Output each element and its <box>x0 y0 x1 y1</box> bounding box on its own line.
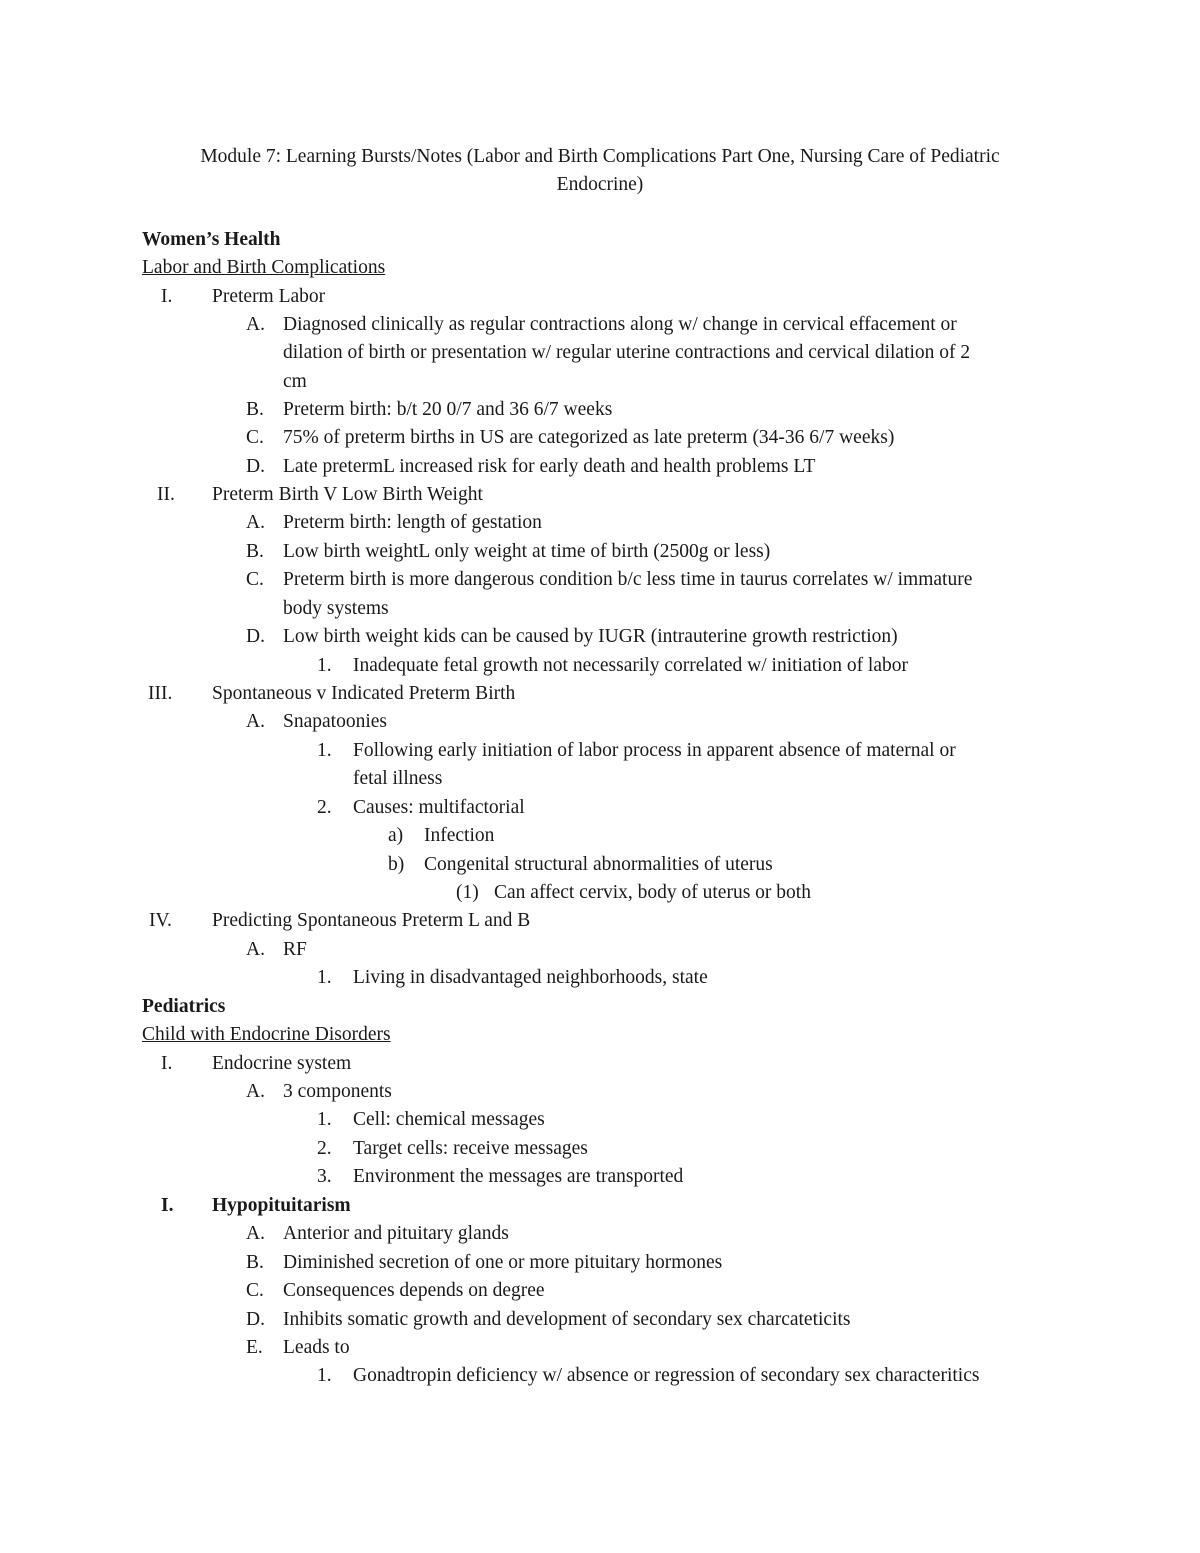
list-marker: I. <box>161 286 173 307</box>
list-marker: E. <box>246 1337 263 1358</box>
outline-item: Preterm birth: b/t 20 0/7 and 36 6/7 weeks <box>283 399 613 420</box>
outline-item: Anterior and pituitary glands <box>283 1223 509 1244</box>
outline-item: Living in disadvantaged neighborhoods, state <box>353 967 708 988</box>
list-marker: C. <box>246 427 264 448</box>
section-heading-womens-health: Women’s Health <box>142 229 281 250</box>
outline-item: Congenital structural abnormalities of uterus <box>424 854 773 875</box>
list-marker: 1. <box>317 1109 332 1130</box>
list-marker: I. <box>161 1053 173 1074</box>
outline-item-continued: cm <box>283 371 307 392</box>
list-marker: B. <box>246 399 264 420</box>
outline-item: Leads to <box>283 1337 350 1358</box>
list-marker: 1. <box>317 1365 332 1386</box>
outline-item: Environment the messages are transported <box>353 1166 684 1187</box>
outline-item: Target cells: receive messages <box>353 1138 588 1159</box>
list-marker: 2. <box>317 1138 332 1159</box>
outline-item: 3 components <box>283 1081 392 1102</box>
outline-item: Low birth weight kids can be caused by IUGR (intrauterine growth restriction) <box>283 626 898 647</box>
list-marker: D. <box>246 626 265 647</box>
outline-item: Predicting Spontaneous Preterm L and B <box>212 910 531 931</box>
outline-item: Infection <box>424 825 495 846</box>
title-line-2: Endocrine) <box>556 174 644 195</box>
list-marker: 1. <box>317 655 332 676</box>
list-marker: A. <box>246 711 265 732</box>
list-marker: B. <box>246 1252 264 1273</box>
outline-item: RF <box>283 939 307 960</box>
list-marker: 1. <box>317 967 332 988</box>
outline-item: Consequences depends on degree <box>283 1280 545 1301</box>
list-marker: III. <box>148 683 173 704</box>
outline-item: Preterm Birth V Low Birth Weight <box>212 484 483 505</box>
list-marker: 3. <box>317 1166 332 1187</box>
list-marker: A. <box>246 939 265 960</box>
outline-item: Preterm birth: length of gestation <box>283 512 542 533</box>
list-marker: C. <box>246 569 264 590</box>
list-marker: IV. <box>149 910 172 931</box>
outline-item: Low birth weightL only weight at time of birth (2500g or less) <box>283 541 771 562</box>
list-marker: A. <box>246 1081 265 1102</box>
list-marker: A. <box>246 512 265 533</box>
outline-item: Diagnosed clinically as regular contractions along w/ change in cervical effacement or <box>283 314 957 335</box>
outline-item: Gonadtropin deficiency w/ absence or regression of secondary sex characteritics <box>353 1365 980 1386</box>
outline-item: Snapatoonies <box>283 711 387 732</box>
outline-item: Preterm birth is more dangerous condition b/c less time in taurus correlates w/ immature <box>283 569 973 590</box>
title-line-1: Module 7: Learning Bursts/Notes (Labor and Birth Complications Part One, Nursing Care of Pediatric <box>200 146 1000 167</box>
outline-item: Hypopituitarism <box>212 1195 351 1216</box>
list-marker: a) <box>388 825 404 846</box>
outline-item: Late pretermL increased risk for early death and health problems LT <box>283 456 816 477</box>
subheading-endocrine-disorders: Child with Endocrine Disorders <box>142 1024 391 1045</box>
page-title <box>130 143 1070 199</box>
subheading-labor-birth-complications: Labor and Birth Complications <box>142 257 386 278</box>
outline-item-continued: body systems <box>283 598 389 619</box>
list-marker: B. <box>246 541 264 562</box>
list-marker: b) <box>388 854 405 875</box>
list-marker: 2. <box>317 797 332 818</box>
list-marker: I. <box>161 1195 174 1216</box>
outline-item: Endocrine system <box>212 1053 352 1074</box>
outline-item-continued: dilation of birth or presentation w/ regular uterine contractions and cervical dilation of 2 <box>283 342 971 363</box>
list-marker: D. <box>246 456 265 477</box>
outline-item: Cell: chemical messages <box>353 1109 545 1130</box>
list-marker: D. <box>246 1309 265 1330</box>
list-marker: C. <box>246 1280 264 1301</box>
section-heading-pediatrics: Pediatrics <box>142 996 226 1017</box>
outline-item: Causes: multifactorial <box>353 797 525 818</box>
outline-item: 75% of preterm births in US are categorized as late preterm (34-36 6/7 weeks) <box>283 427 895 448</box>
outline-item: Preterm Labor <box>212 286 326 307</box>
outline-item: Inhibits somatic growth and development of secondary sex charcateticits <box>283 1309 851 1330</box>
outline-item: Inadequate fetal growth not necessarily correlated w/ initiation of labor <box>353 655 908 676</box>
outline-item: Can affect cervix, body of uterus or both <box>494 882 811 903</box>
outline-item: Diminished secretion of one or more pituitary hormones <box>283 1252 723 1273</box>
outline-item: Following early initiation of labor process in apparent absence of maternal or <box>353 740 956 761</box>
list-marker: A. <box>246 1223 265 1244</box>
list-marker: II. <box>157 484 175 505</box>
list-marker: (1) <box>456 882 479 903</box>
list-marker: 1. <box>317 740 332 761</box>
list-marker: A. <box>246 314 265 335</box>
outline-item-continued: fetal illness <box>353 768 443 789</box>
outline-item: Spontaneous v Indicated Preterm Birth <box>212 683 516 704</box>
